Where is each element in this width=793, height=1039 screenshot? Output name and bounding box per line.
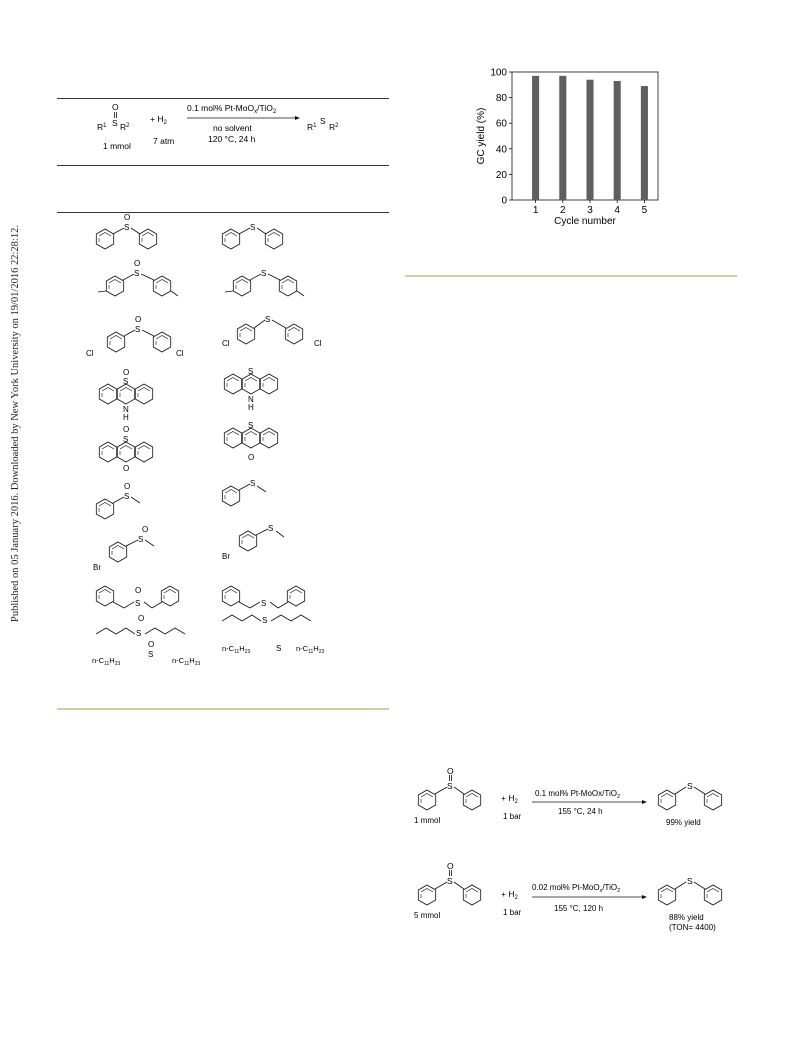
catalyst-1: 0.1 mol% Pt-MoOx/TiO$_2$ xyxy=(535,789,621,800)
recycling-bar-chart xyxy=(470,62,670,232)
y-tick-label: 20 xyxy=(495,169,507,181)
svg-text:S: S xyxy=(447,781,453,791)
svg-text:S: S xyxy=(123,435,129,444)
svg-text:S: S xyxy=(124,492,130,501)
condition-temp-time: 120 °C, 24 h xyxy=(208,134,256,144)
svg-text:n-C11H23: $n-C_{11}H_{23}$ xyxy=(172,656,201,667)
publication-note: Published on 05 January 2016. Downloaded by New York University on 19/01/2016 22:28:12. xyxy=(10,225,21,622)
dibutyl-sulfide xyxy=(222,615,311,625)
svg-text:O: O xyxy=(123,368,130,377)
svg-text:H: H xyxy=(123,413,129,422)
didodecyl-sulfide xyxy=(222,644,324,655)
svg-text:n-C11H23: $n-C_{11}H_{23}$ xyxy=(92,656,121,667)
dibenzyl-sulfoxide xyxy=(96,586,178,608)
amount-label: 1 mmol xyxy=(103,141,131,151)
svg-text:Cl: Cl xyxy=(222,339,230,348)
catalyst-label: 0.1 mol% Pt-MoO$_x$/TiO$_2$ xyxy=(187,103,277,115)
condition-1: 155 °C, 24 h xyxy=(558,807,603,816)
svg-text:O: O xyxy=(124,213,131,222)
svg-text:S: S xyxy=(262,616,268,625)
svg-text:Cl: Cl xyxy=(86,349,94,358)
svg-text:O: O xyxy=(124,482,131,491)
figure-rule xyxy=(405,275,737,277)
x-tick-label: 5 xyxy=(641,205,648,216)
table-rule-bottom xyxy=(57,708,389,710)
svg-text:S: S xyxy=(261,599,267,608)
didodecyl-sulfoxide xyxy=(92,640,200,667)
y-tick-label: 80 xyxy=(495,93,507,105)
amount-2: 5 mmol xyxy=(414,911,441,920)
svg-text:S: S xyxy=(138,535,144,544)
svg-text:O: O xyxy=(447,861,454,871)
svg-text:S: S xyxy=(123,377,129,386)
svg-text:O: O xyxy=(123,425,130,434)
svg-text:O: O xyxy=(135,315,142,324)
structure-table xyxy=(88,214,388,704)
svg-text:S: S xyxy=(265,315,271,324)
pressure-2: 1 bar xyxy=(503,908,522,917)
bis-chlorophenyl-sulfoxide xyxy=(86,315,184,358)
pressure-label: 7 atm xyxy=(153,136,175,146)
x-tick-label: 2 xyxy=(560,205,566,216)
svg-text:O: O xyxy=(134,259,141,268)
svg-text:O: O xyxy=(138,614,145,623)
ton-2: (TON= 4400) xyxy=(669,923,716,932)
x-axis-label: Cycle number xyxy=(554,216,616,227)
ditolyl-sulfoxide xyxy=(98,259,178,296)
svg-text:Br: Br xyxy=(93,563,101,572)
product-r2: $R^2$ xyxy=(329,122,339,132)
y-tick-label: 100 xyxy=(490,67,507,79)
svg-text:O: O xyxy=(142,525,149,534)
svg-text:Cl: Cl xyxy=(176,349,184,358)
y-tick-label: 40 xyxy=(495,144,507,156)
svg-text:S: S xyxy=(276,644,282,653)
dibutyl-sulfoxide xyxy=(96,614,185,638)
svg-text:Br: Br xyxy=(222,552,230,561)
dibenzyl-sulfide xyxy=(222,586,304,608)
bis-chlorophenyl-sulfide xyxy=(222,315,322,348)
phenothiazine xyxy=(224,367,277,412)
svg-text:S: S xyxy=(248,367,254,376)
svg-text:S: S xyxy=(136,629,142,638)
table-rule-top xyxy=(57,98,389,99)
bromothioanisole xyxy=(222,524,284,561)
table-rule-2 xyxy=(57,165,389,166)
catalyst-2: 0.02 mol% Pt-MoO$_x$/TiO$_2$ xyxy=(532,883,621,894)
phenothiazine-oxide xyxy=(99,368,152,422)
svg-text:S: S xyxy=(268,524,274,533)
reaction-scheme-top xyxy=(95,100,385,160)
svg-text:S: S xyxy=(148,650,154,659)
thioanisole xyxy=(222,479,266,506)
hydrogen-reagent: + $H_2$ xyxy=(150,114,167,126)
svg-text:O: O xyxy=(148,640,155,649)
svg-text:n-C11H23: $n-C_{11}H_{23}$ xyxy=(222,644,251,655)
svg-text:S: S xyxy=(124,223,130,232)
diphenyl-sulfoxide xyxy=(96,213,156,249)
bar-cycle-5 xyxy=(641,86,648,200)
condition-solvent: no solvent xyxy=(213,123,252,133)
y-tick-label: 0 xyxy=(501,195,507,207)
svg-text:S: S xyxy=(134,269,140,278)
diphenyl-sulfide xyxy=(222,223,282,249)
product-r1: $R^1$ xyxy=(307,122,317,132)
ditolyl-sulfide xyxy=(225,269,304,296)
x-tick-label: 4 xyxy=(614,205,620,216)
svg-text:n-C11H23: $n-C_{11}H_{23}$ xyxy=(296,644,325,655)
pressure-1: 1 bar xyxy=(503,812,522,821)
x-tick-label: 3 xyxy=(587,205,593,216)
svg-text:H: H xyxy=(248,403,254,412)
svg-text:N: N xyxy=(123,405,129,414)
x-tick-label: 1 xyxy=(532,205,539,216)
thioxanthone xyxy=(224,421,277,462)
y-tick-label: 60 xyxy=(495,118,507,130)
svg-text:S: S xyxy=(447,876,453,886)
yield-2: 88% yield xyxy=(669,913,704,922)
bar-cycle-2 xyxy=(559,76,566,200)
svg-text:S: S xyxy=(261,269,267,278)
reagent-2: + $H_2$ xyxy=(501,889,518,901)
sulfur-label: S xyxy=(112,118,118,128)
condition-2: 155 °C, 120 h xyxy=(554,904,604,913)
svg-text:S: S xyxy=(248,421,254,430)
yield-1: 99% yield xyxy=(666,818,701,827)
bar-cycle-3 xyxy=(586,80,593,200)
thioxanthone-oxide xyxy=(99,425,152,473)
y-axis-label: GC yield (%) xyxy=(476,107,487,165)
svg-text:O: O xyxy=(135,586,142,595)
svg-text:O: O xyxy=(447,766,454,776)
svg-text:N: N xyxy=(248,395,254,404)
svg-text:S: S xyxy=(687,876,693,886)
svg-text:S: S xyxy=(687,781,693,791)
publication-watermark xyxy=(2,222,21,622)
svg-text:O: O xyxy=(123,464,130,473)
reaction-scheme-bottom-1 xyxy=(410,765,740,830)
amount-1: 1 mmol xyxy=(414,816,441,825)
bar-cycle-1 xyxy=(532,76,539,200)
bar-cycle-4 xyxy=(614,81,621,200)
svg-text:S: S xyxy=(250,223,256,232)
svg-text:O: O xyxy=(248,453,255,462)
reactant-r1: $R^1$ xyxy=(97,122,107,132)
table-rule-3 xyxy=(57,212,389,213)
methyl-phenyl-sulfoxide xyxy=(96,482,140,519)
reactant-r2: $R^2$ xyxy=(120,122,130,132)
svg-text:S: S xyxy=(250,479,256,488)
oxygen-label: O xyxy=(112,102,119,112)
product-sulfur: S xyxy=(320,116,326,126)
svg-text:S: S xyxy=(135,599,141,608)
reaction-scheme-bottom-2 xyxy=(410,860,740,940)
svg-text:Cl: Cl xyxy=(314,339,322,348)
bromophenyl-methyl-sulfoxide xyxy=(93,525,154,572)
svg-text:S: S xyxy=(135,325,141,334)
reagent-1: + $H_2$ xyxy=(501,793,518,805)
